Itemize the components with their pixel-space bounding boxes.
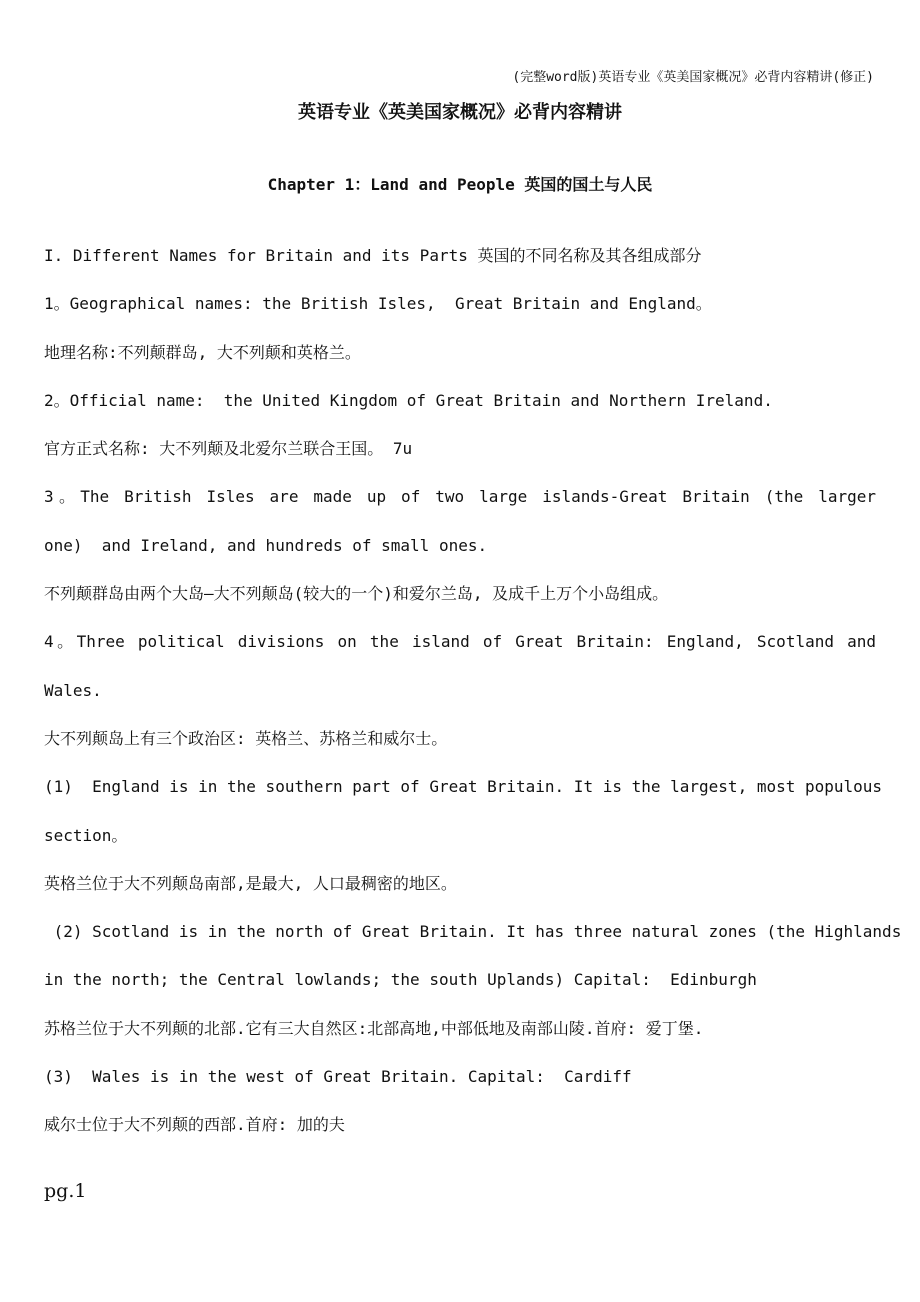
chapter-title: Chapter 1：Land and People 英国的国土与人民 <box>267 175 653 194</box>
text-line: 英格兰位于大不列颠岛南部,是最大, 人口最稠密的地区。 <box>44 873 457 893</box>
text-line: (1) England is in the southern part of Great Britain. It is the largest, most populous <box>44 777 883 797</box>
text-line: 大不列颠岛上有三个政治区: 英格兰、苏格兰和威尔士。 <box>44 728 448 748</box>
text-line: 1。Geographical names: the British Isles, Great Britain and England。 <box>44 294 712 314</box>
text-line: one) and Ireland, and hundreds of small ones. <box>44 535 488 555</box>
text-line: (3) Wales is in the west of Great Britain. Capital: Cardiff <box>44 1067 632 1087</box>
text-line: 苏格兰位于大不列颠的北部.它有三大自然区:北部高地,中部低地及南部山陵.首府: 爱丁堡. <box>44 1018 704 1038</box>
text-line: 3。The British Isles are made up of two large islands-Great Britain (the larger <box>44 487 876 507</box>
text-line: 2。Official name: the United Kingdom of Great Britain and Northern Ireland. <box>44 390 773 410</box>
text-line: 威尔士位于大不列颠的西部.首府: 加的夫 <box>44 1115 345 1135</box>
body-text <box>44 232 920 1150</box>
running-header: (完整word版)英语专业《英美国家概况》必背内容精讲(修正) <box>512 70 874 85</box>
section-heading: I. Different Names for Britain and its Parts 英国的不同名称及其各组成部分 <box>44 246 702 265</box>
text-line: section。 <box>44 825 128 845</box>
text-line: Wales. <box>44 680 102 700</box>
text-line: 官方正式名称: 大不列颠及北爱尔兰联合王国。 7u <box>44 439 413 459</box>
text-line: 不列颠群岛由两个大岛—大不列颠岛(较大的一个)和爱尔兰岛, 及成千上万个小岛组成。 <box>44 584 669 604</box>
document-title: 英语专业《英美国家概况》必背内容精讲 <box>298 102 622 123</box>
page-number: pg.1 <box>44 1180 87 1202</box>
text-line: in the north; the Central lowlands; the south Uplands) Capital: Edinburgh <box>44 970 757 990</box>
text-line: 地理名称:不列颠群岛, 大不列颠和英格兰。 <box>44 342 361 362</box>
text-line: (2) Scotland is in the north of Great Britain. It has three natural zones (the Highlands <box>44 922 902 942</box>
text-line: 4。Three political divisions on the island of Great Britain: England, Scotland and <box>44 632 876 652</box>
